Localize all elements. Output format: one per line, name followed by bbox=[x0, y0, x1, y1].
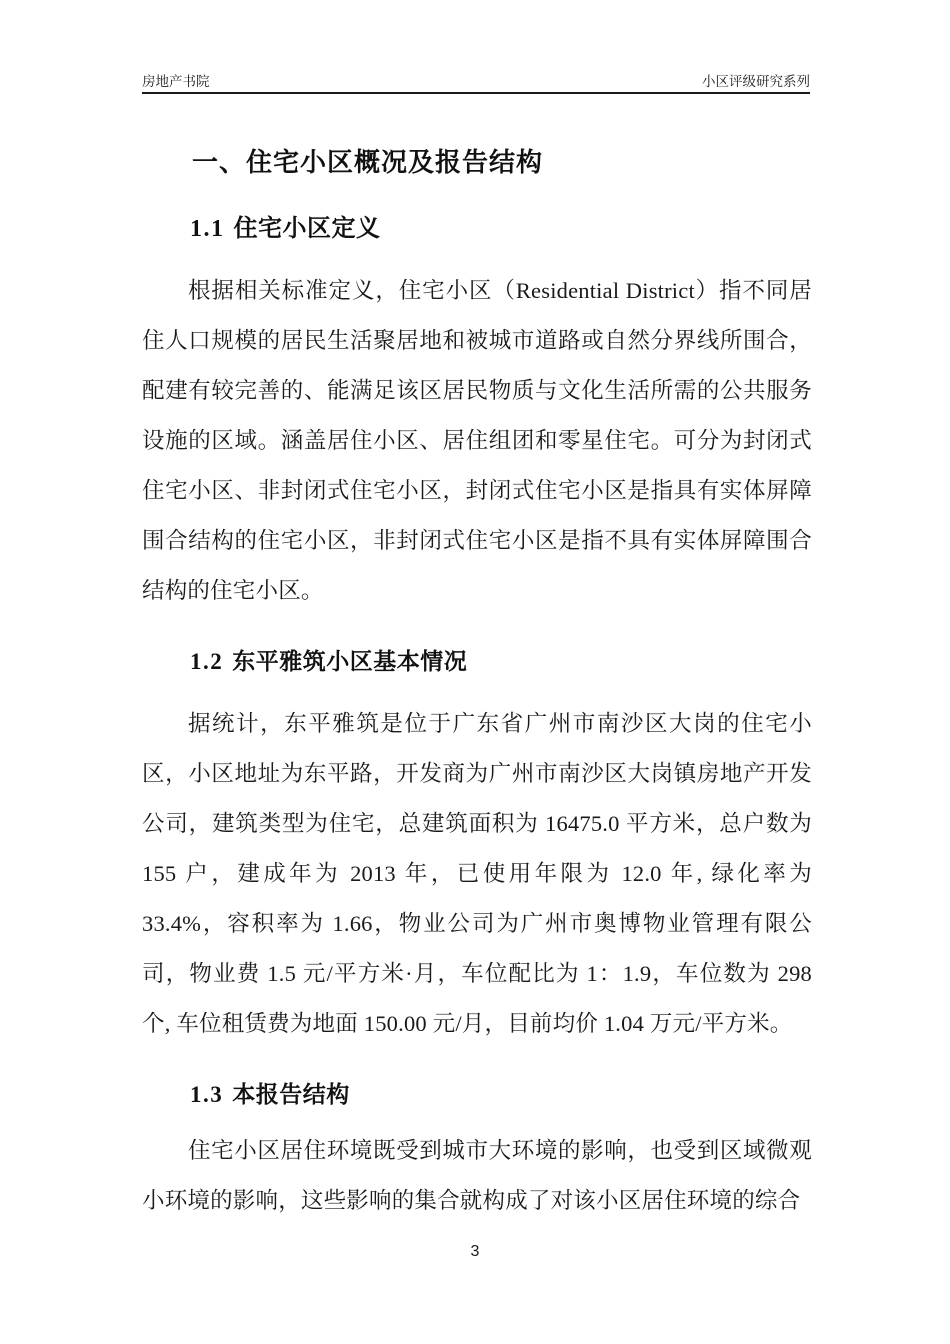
section-heading-1-1 bbox=[142, 206, 812, 252]
paragraph-1-1: 根据相关标准定义，住宅小区（Residential District）指不同居住人口规模的居民生活聚居地和被城市道路或自然分界线所围合，配建有较完善的、能满足该区居民物质与文化生活所需的公共服务设施的区域。涵盖居住小区、居住组团和零星住宅。可分为封闭式住宅小区、非封闭式住宅小区，封闭式住宅小区是指具有实体屏障围合结构的住宅小区，非封闭式住宅小区是指不具有实体屏障围合结构的住宅小区。 bbox=[142, 278, 812, 603]
running-header bbox=[142, 62, 810, 94]
section-title-1-3: 本报告结构 bbox=[232, 1081, 350, 1107]
section-title-1-1: 住宅小区定义 bbox=[233, 216, 381, 242]
section-number-1-2: 1.2 bbox=[190, 649, 224, 674]
header-right-label: 小区评级研究系列 bbox=[702, 74, 810, 90]
paragraph-1-3: 住宅小区居住环境既受到城市大环境的影响，也受到区域微观小环境的影响，这些影响的集合就构成了对该小区居住环境的综合 bbox=[142, 1138, 812, 1213]
section-heading-1-2 bbox=[142, 638, 812, 685]
page-footer bbox=[0, 1243, 950, 1261]
paragraph-1-2: 据统计，东平雅筑是位于广东省广州市南沙区大岗的住宅小区，小区地址为东平路，开发商为广州市南沙区大岗镇房地产开发公司，建筑类型为住宅，总建筑面积为 16475.0 平方米，总户数为 155 户，建成年为 2013 年，已使用年限为 12.0 年, 绿化率为 33.4%，容积率为 1.66，物业公司为广州市奥博物业管理有限公司，物业费 1.5 元/平方米·月，车位配比为 1：1.9，车位数为 298 个, 车位租赁费为地面 150.00 元/月，目前均价 1.04 万元/平方米。 bbox=[142, 711, 812, 1036]
chapter-heading: 一、住宅小区概况及报告结构 bbox=[192, 147, 544, 177]
section-number-1-3: 1.3 bbox=[190, 1082, 224, 1107]
section-heading-1-3 bbox=[142, 1071, 812, 1118]
page-content bbox=[142, 118, 812, 1226]
section-number-1-1: 1.1 bbox=[190, 216, 225, 242]
section-title-1-2: 东平雅筑小区基本情况 bbox=[232, 648, 468, 674]
page-number: 3 bbox=[470, 1243, 480, 1260]
header-left-label: 房地产书院 bbox=[142, 74, 210, 90]
